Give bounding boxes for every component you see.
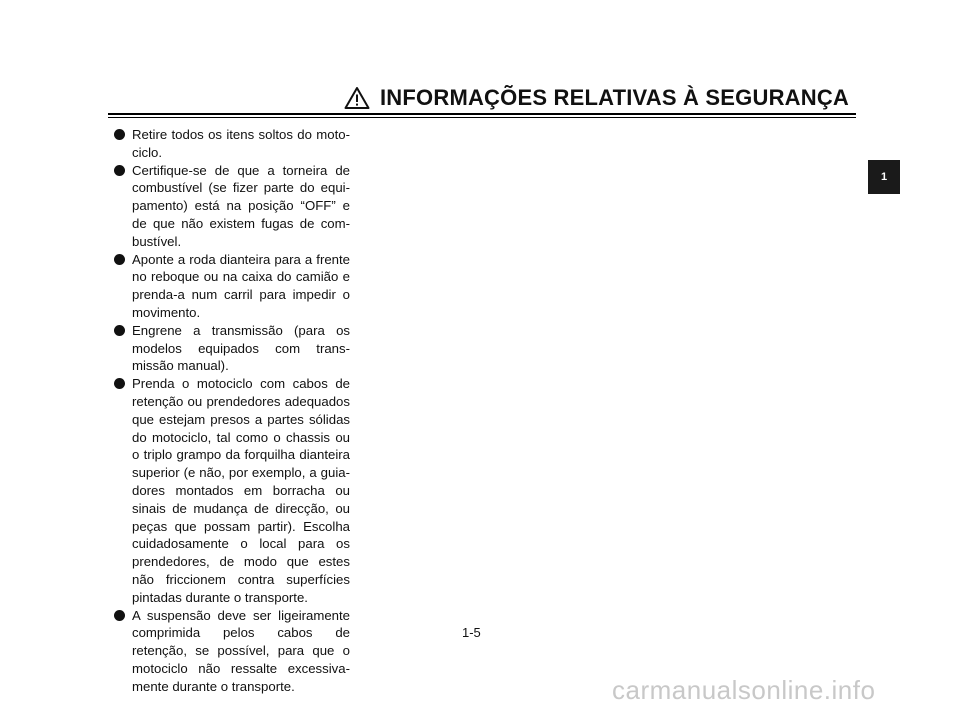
page-header: [108, 84, 856, 120]
chapter-tab: 1: [868, 160, 900, 194]
body-column: [114, 126, 350, 696]
bullet-text: A suspensão deve ser ligeiramente comprimida pelos cabos de retenção, se possível, para que o motociclo não ressalte excessiva-mente durante o transporte.: [132, 607, 350, 694]
warning-triangle-icon: [344, 86, 370, 110]
safety-bullet-list: [114, 126, 350, 696]
bullet-dot-icon: [114, 254, 125, 265]
bullet-item: [114, 126, 350, 162]
page-number: 1-5: [462, 625, 481, 640]
bullet-text: Prenda o motociclo com cabos de retenção ou prendedores adequados que estejam presos a partes sólidas do motociclo, tal como o chassis ou o triplo grampo da forquilha dianteira superior (e não, por exemplo, a guia-dores montados em borracha ou sinais de mudança de direcção, ou peças que possam partir). Escolha cuidadosamente o local para os prendedores, de modo que estes não friccionem contra superfícies pintadas durante o transporte.: [132, 376, 350, 605]
bullet-text: Retire todos os itens soltos do moto-ciclo.: [132, 127, 350, 160]
bullet-text: Certifique-se de que a torneira de combustível (se fizer parte do equi-pamento) está na posição “OFF” e de que não existem fugas de com-bustível.: [132, 162, 350, 249]
bullet-item: [114, 162, 350, 251]
bullet-item: [114, 251, 350, 322]
header-rule-thick: [108, 113, 856, 115]
bullet-item: [114, 607, 350, 696]
bullet-dot-icon: [114, 325, 125, 336]
bullet-text: Aponte a roda dianteira para a frente no reboque ou na caixa do camião e prenda-a num carril para impedir o movimento.: [132, 251, 350, 320]
header-rule-thin: [108, 117, 856, 118]
page-title: INFORMAÇÕES RELATIVAS À SEGURANÇA: [380, 85, 850, 110]
bullet-item: [114, 322, 350, 375]
bullet-dot-icon: [114, 129, 125, 140]
bullet-dot-icon: [114, 165, 125, 176]
bullet-dot-icon: [114, 378, 125, 389]
bullet-text: Engrene a transmissão (para os modelos equipados com trans-missão manual).: [132, 322, 350, 374]
bullet-dot-icon: [114, 610, 125, 621]
watermark-text: carmanualsonline.info: [612, 675, 876, 705]
bullet-item: [114, 375, 350, 606]
